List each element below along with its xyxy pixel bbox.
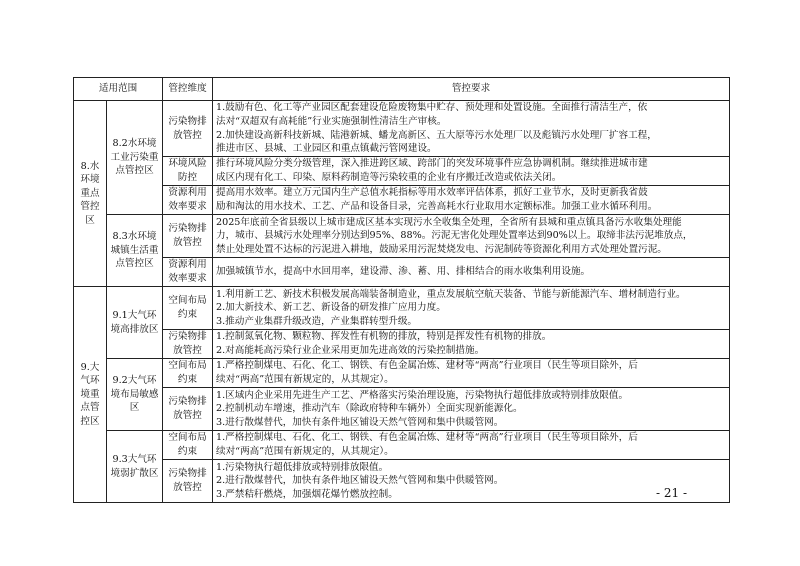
zone-water: 8.水环境重点管控区 xyxy=(74,101,107,287)
header-scope: 适用范围 xyxy=(74,78,163,101)
subzone-air-high-emission: 9.1大气环境高排放区 xyxy=(107,287,163,359)
requirement-line: 1.鼓励有色、化工等产业园区配套建设危险废物集中贮存、预处理和处置设施。全面推行清洁生产，依 xyxy=(216,102,648,114)
dimension-cell: 污染物排放管控 xyxy=(163,101,213,157)
table-header-row xyxy=(74,78,730,101)
requirement-cell xyxy=(213,388,730,431)
requirement-line: 2.对高能耗高污染行业企业采用更加先进高效的污染控制措施。 xyxy=(216,345,485,356)
dimension-cell: 空间布局约束 xyxy=(163,287,213,330)
requirement-cell xyxy=(213,460,730,503)
requirement-line: 禁止处理处置不达标的污泥进入耕地，鼓励采用污泥焚烧发电、污泥制砖等资源化利用方式处理处置污泥。 xyxy=(216,243,667,255)
requirement-cell xyxy=(213,186,730,215)
dimension-cell: 环境风险防控 xyxy=(163,157,213,186)
requirement-cell xyxy=(213,258,730,287)
table-row xyxy=(74,258,730,287)
requirement-line: 2.加快建设高新科技新城、陆港新城、蟠龙高新区、五大原等污水处理厂以及彪镇污水处理厂扩容工程， xyxy=(216,129,657,141)
requirement-line: 1.控制氮氧化物、颗粒物、挥发性有机物的排放，特别是挥发性有机物的排放。 xyxy=(216,331,552,343)
table-row xyxy=(74,359,730,388)
requirement-line: 续对“两高”范围有新规定的，从其规定）。 xyxy=(216,374,394,385)
requirement-line: 2025年底前全省县级以上城市建成区基本实现污水全收集全处理，全省所有县城和重点镇具备污水收集处理能 xyxy=(216,216,682,228)
table-row xyxy=(74,215,730,258)
requirement-line: 1.污染物执行超低排放或特别排放限值。 xyxy=(216,461,389,473)
dimension-cell: 污染物排放管控 xyxy=(163,388,213,431)
requirement-line: 续对“两高”范围有新规定的，从其规定）。 xyxy=(216,446,394,457)
table-row xyxy=(74,330,730,359)
table-row xyxy=(74,388,730,431)
requirement-line: 励和淘汰的用水技术、工艺、产品和设备目录，完善高耗水行业取用水定额标准。加强工业水循环利用。 xyxy=(216,201,658,212)
dimension-cell: 资源利用效率要求 xyxy=(163,186,213,215)
requirement-line: 加强城镇节水，提高中水回用率，建设滞、渗、蓄、用、排相结合的雨水收集利用设施。 xyxy=(216,266,591,278)
requirement-cell xyxy=(213,330,730,359)
header-requirement: 管控要求 xyxy=(213,78,730,101)
requirement-line: 1.严格控制煤电、石化、化工、钢铁、有色金属冶炼、建材等“两高”行业项目（民生等项目除外，后 xyxy=(216,360,638,372)
requirement-cell xyxy=(213,215,730,258)
requirement-line: 1.严格控制煤电、石化、化工、钢铁、有色金属冶炼、建材等“两高”行业项目（民生等项目除外，后 xyxy=(216,432,638,444)
dimension-cell: 污染物排放管控 xyxy=(163,330,213,359)
dimension-cell: 空间布局约束 xyxy=(163,431,213,460)
page-number: - 21 - xyxy=(656,486,688,500)
requirement-line: 2.进行散煤替代，加快有条件地区铺设天然气管网和集中供暖管网。 xyxy=(216,475,504,487)
requirement-line: 法对“双超双有高耗能”行业实施强制性清洁生产审核。 xyxy=(216,115,447,127)
requirement-line: 1.区域内企业采用先进生产工艺、严格落实污染治理设施，污染物执行超低排放或特别排放限值。 xyxy=(216,389,629,401)
dimension-cell: 污染物排放管控 xyxy=(163,215,213,258)
header-dimension: 管控维度 xyxy=(163,78,213,101)
requirement-line: 3.推动产业集群升级改造，产业集群转型升级。 xyxy=(216,315,418,327)
requirement-line: 推进市区、县城、工业园区和重点镇截污管网建设。 xyxy=(216,143,437,155)
table-row xyxy=(74,186,730,215)
requirement-line: 力，城市、县城污水处理率分别达到95%、88%。污泥无害化处理处置率达到90%以上。取缔非法污泥堆放点， xyxy=(216,230,693,242)
requirement-line: 成区内现有化工、印染、原料药制造等污染较重的企业有序搬迁改造或依法关闭。 xyxy=(216,172,562,183)
table-row xyxy=(74,157,730,186)
table-row xyxy=(74,101,730,157)
table-row xyxy=(74,287,730,330)
requirement-line: 2.加大新技术、新工艺、新设备的研发推广应用力度。 xyxy=(216,302,446,314)
requirement-line: 2.控制机动车增速，推动汽车（除政府特种车辆外）全面实现新能源化。 xyxy=(216,403,523,415)
table-row xyxy=(74,460,730,503)
subzone-air-sensitive: 9.2大气环境布局敏感区 xyxy=(107,359,163,431)
requirement-cell xyxy=(213,431,730,460)
requirement-cell xyxy=(213,287,730,330)
requirement-cell xyxy=(213,101,730,157)
requirement-line: 3.进行散煤替代，加快有条件地区铺设天然气管网和集中供暖管网。 xyxy=(216,416,504,428)
requirement-line: 推行环境风险分类分级管理，深入推进跨区域、跨部门的突发环境事件应急协调机制。继续推进城市建 xyxy=(216,158,648,170)
dimension-cell: 污染物排放管控 xyxy=(163,460,213,503)
requirement-line: 3.严禁秸秆燃烧，加强烟花爆竹燃放控制。 xyxy=(216,488,398,500)
control-requirements-table xyxy=(73,77,730,503)
table-row xyxy=(74,431,730,460)
dimension-cell: 空间布局约束 xyxy=(163,359,213,388)
subzone-air-weak-diffusion: 9.3大气环境弱扩散区 xyxy=(107,431,163,503)
requirement-line: 1.利用新工艺、新技术积极发展高端装备制造业，重点发展航空航天装备、节能与新能源汽车、增材制造行业。 xyxy=(216,288,686,300)
subzone-water-industrial: 8.2水环境工业污染重点管控区 xyxy=(107,101,163,215)
requirement-cell xyxy=(213,359,730,388)
subzone-water-urban: 8.3水环境城镇生活重点管控区 xyxy=(107,215,163,287)
requirement-cell xyxy=(213,157,730,186)
dimension-cell: 资源利用效率要求 xyxy=(163,258,213,287)
requirement-line: 提高用水效率。建立万元国内生产总值水耗指标等用水效率评估体系，抓好工业节水，及时更新我省鼓 xyxy=(216,187,648,199)
zone-air: 9.大气环境重点管控区 xyxy=(74,287,107,503)
